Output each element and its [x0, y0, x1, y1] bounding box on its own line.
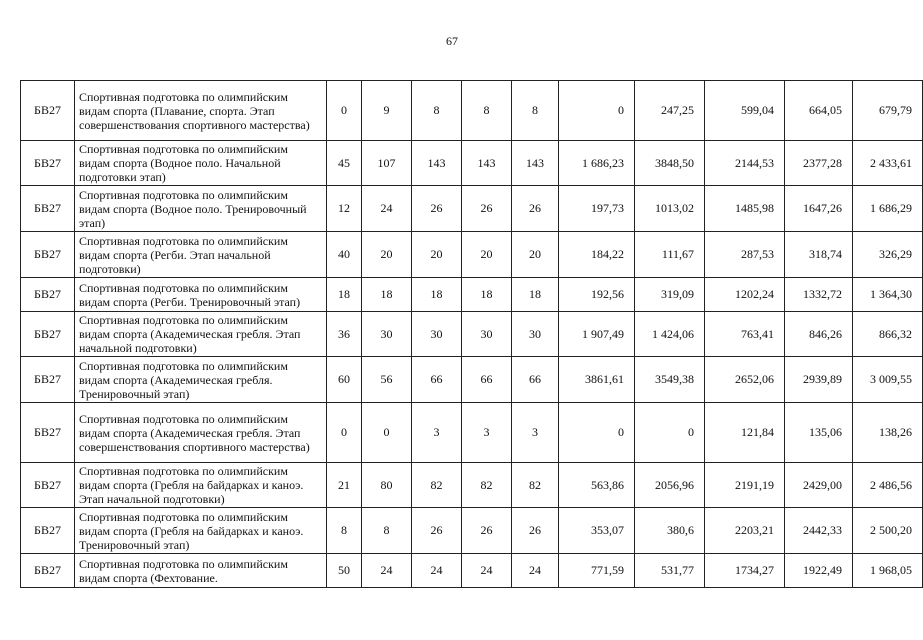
amount-cell-2: 0 [635, 403, 705, 463]
amount-cell-5: 679,79 [853, 81, 923, 141]
row-code-cell: БВ27 [21, 232, 75, 278]
amount-cell-5: 2 433,61 [853, 141, 923, 186]
table-row [21, 403, 923, 463]
page-number: 67 [446, 34, 458, 48]
value-cell-1: 50 [327, 554, 362, 588]
value-cell-3: 8 [412, 81, 462, 141]
row-code-cell: БВ27 [21, 278, 75, 312]
value-cell-4: 82 [462, 463, 512, 508]
table-row [21, 312, 923, 357]
value-cell-1: 18 [327, 278, 362, 312]
amount-cell-1: 3861,61 [559, 357, 635, 403]
amount-cell-5: 1 968,05 [853, 554, 923, 588]
amount-cell-1: 771,59 [559, 554, 635, 588]
amount-cell-5: 2 486,56 [853, 463, 923, 508]
amount-cell-5: 1 686,29 [853, 186, 923, 232]
amount-cell-2: 3848,50 [635, 141, 705, 186]
value-cell-5: 143 [512, 141, 559, 186]
value-cell-1: 8 [327, 508, 362, 554]
activity-name-cell: Спортивная подготовка по олимпийским видам спорта (Гребля на байдарках и каноэ. Тренировочный этап) [75, 508, 327, 554]
table-row [21, 232, 923, 278]
activity-name-cell: Спортивная подготовка по олимпийским видам спорта (Водное поло. Тренировочный этап) [75, 186, 327, 232]
value-cell-5: 30 [512, 312, 559, 357]
value-cell-5: 20 [512, 232, 559, 278]
value-cell-5: 26 [512, 508, 559, 554]
amount-cell-2: 1 424,06 [635, 312, 705, 357]
row-code-cell: БВ27 [21, 554, 75, 588]
table-row [21, 508, 923, 554]
amount-cell-3: 2191,19 [705, 463, 785, 508]
value-cell-2: 107 [362, 141, 412, 186]
amount-cell-5: 1 364,30 [853, 278, 923, 312]
amount-cell-2: 247,25 [635, 81, 705, 141]
value-cell-1: 12 [327, 186, 362, 232]
value-cell-5: 8 [512, 81, 559, 141]
amount-cell-3: 2652,06 [705, 357, 785, 403]
amount-cell-4: 1922,49 [785, 554, 853, 588]
activity-name-cell: Спортивная подготовка по олимпийским видам спорта (Академическая гребля. Этап совершенствования спортивного мастерства) [75, 403, 327, 463]
amount-cell-2: 3549,38 [635, 357, 705, 403]
amount-cell-3: 121,84 [705, 403, 785, 463]
activity-name-cell: Спортивная подготовка по олимпийским видам спорта (Водное поло. Начальной подготовки этап) [75, 141, 327, 186]
activity-name-cell: Спортивная подготовка по олимпийским видам спорта (Академическая гребля. Этап начальной подготовки) [75, 312, 327, 357]
table-body [21, 81, 923, 588]
value-cell-3: 20 [412, 232, 462, 278]
value-cell-1: 21 [327, 463, 362, 508]
table-row [21, 278, 923, 312]
value-cell-3: 26 [412, 508, 462, 554]
row-code-cell: БВ27 [21, 81, 75, 141]
value-cell-1: 0 [327, 81, 362, 141]
value-cell-4: 143 [462, 141, 512, 186]
value-cell-2: 8 [362, 508, 412, 554]
amount-cell-5: 866,32 [853, 312, 923, 357]
value-cell-2: 9 [362, 81, 412, 141]
value-cell-3: 3 [412, 403, 462, 463]
table-row [21, 186, 923, 232]
amount-cell-3: 287,53 [705, 232, 785, 278]
row-code-cell: БВ27 [21, 357, 75, 403]
value-cell-3: 30 [412, 312, 462, 357]
value-cell-4: 8 [462, 81, 512, 141]
value-cell-5: 3 [512, 403, 559, 463]
activity-name-cell: Спортивная подготовка по олимпийским видам спорта (Регби. Тренировочный этап) [75, 278, 327, 312]
value-cell-5: 82 [512, 463, 559, 508]
row-code-cell: БВ27 [21, 186, 75, 232]
activity-name-cell: Спортивная подготовка по олимпийским видам спорта (Академическая гребля. Тренировочный этап) [75, 357, 327, 403]
value-cell-2: 20 [362, 232, 412, 278]
value-cell-2: 30 [362, 312, 412, 357]
amount-cell-3: 2144,53 [705, 141, 785, 186]
row-code-cell: БВ27 [21, 508, 75, 554]
value-cell-3: 82 [412, 463, 462, 508]
value-cell-1: 40 [327, 232, 362, 278]
row-code-cell: БВ27 [21, 463, 75, 508]
value-cell-5: 24 [512, 554, 559, 588]
amount-cell-4: 135,06 [785, 403, 853, 463]
amount-cell-4: 2377,28 [785, 141, 853, 186]
amount-cell-5: 3 009,55 [853, 357, 923, 403]
activity-name-cell: Спортивная подготовка по олимпийским видам спорта (Регби. Этап начальной подготовки) [75, 232, 327, 278]
amount-cell-1: 192,56 [559, 278, 635, 312]
value-cell-2: 24 [362, 554, 412, 588]
amount-cell-1: 0 [559, 403, 635, 463]
amount-cell-4: 2442,33 [785, 508, 853, 554]
value-cell-3: 24 [412, 554, 462, 588]
value-cell-5: 18 [512, 278, 559, 312]
value-cell-4: 66 [462, 357, 512, 403]
table-row [21, 463, 923, 508]
value-cell-1: 0 [327, 403, 362, 463]
value-cell-3: 26 [412, 186, 462, 232]
amount-cell-3: 2203,21 [705, 508, 785, 554]
activity-name-cell: Спортивная подготовка по олимпийским видам спорта (Плавание, спорта. Этап совершенствования спортивного мастерства) [75, 81, 327, 141]
row-code-cell: БВ27 [21, 312, 75, 357]
amount-cell-3: 763,41 [705, 312, 785, 357]
amount-cell-4: 664,05 [785, 81, 853, 141]
value-cell-3: 143 [412, 141, 462, 186]
value-cell-4: 24 [462, 554, 512, 588]
amount-cell-5: 138,26 [853, 403, 923, 463]
amount-cell-4: 1647,26 [785, 186, 853, 232]
row-code-cell: БВ27 [21, 403, 75, 463]
amount-cell-2: 531,77 [635, 554, 705, 588]
amount-cell-4: 2429,00 [785, 463, 853, 508]
amount-cell-2: 1013,02 [635, 186, 705, 232]
value-cell-4: 20 [462, 232, 512, 278]
value-cell-1: 36 [327, 312, 362, 357]
amount-cell-5: 2 500,20 [853, 508, 923, 554]
amount-cell-1: 0 [559, 81, 635, 141]
value-cell-5: 66 [512, 357, 559, 403]
value-cell-5: 26 [512, 186, 559, 232]
activity-name-cell: Спортивная подготовка по олимпийским видам спорта (Гребля на байдарках и каноэ. Этап начальной подготовки) [75, 463, 327, 508]
table-row [21, 357, 923, 403]
value-cell-3: 18 [412, 278, 462, 312]
amount-cell-4: 318,74 [785, 232, 853, 278]
activity-name-cell: Спортивная подготовка по олимпийским видам спорта (Фехтование. [75, 554, 327, 588]
amount-cell-2: 380,6 [635, 508, 705, 554]
amount-cell-1: 1 686,23 [559, 141, 635, 186]
amount-cell-3: 599,04 [705, 81, 785, 141]
table-row [21, 141, 923, 186]
value-cell-4: 26 [462, 186, 512, 232]
value-cell-2: 80 [362, 463, 412, 508]
amount-cell-1: 1 907,49 [559, 312, 635, 357]
amount-cell-3: 1734,27 [705, 554, 785, 588]
value-cell-4: 30 [462, 312, 512, 357]
value-cell-2: 0 [362, 403, 412, 463]
amount-cell-2: 319,09 [635, 278, 705, 312]
amount-cell-1: 197,73 [559, 186, 635, 232]
amount-cell-3: 1202,24 [705, 278, 785, 312]
value-cell-1: 45 [327, 141, 362, 186]
value-cell-1: 60 [327, 357, 362, 403]
amount-cell-2: 2056,96 [635, 463, 705, 508]
amount-cell-5: 326,29 [853, 232, 923, 278]
amount-cell-2: 111,67 [635, 232, 705, 278]
amount-cell-4: 1332,72 [785, 278, 853, 312]
amount-cell-1: 353,07 [559, 508, 635, 554]
amount-cell-1: 184,22 [559, 232, 635, 278]
value-cell-4: 18 [462, 278, 512, 312]
amount-cell-4: 846,26 [785, 312, 853, 357]
value-cell-2: 56 [362, 357, 412, 403]
budget-table [20, 80, 923, 588]
value-cell-2: 24 [362, 186, 412, 232]
amount-cell-3: 1485,98 [705, 186, 785, 232]
amount-cell-1: 563,86 [559, 463, 635, 508]
value-cell-4: 3 [462, 403, 512, 463]
row-code-cell: БВ27 [21, 141, 75, 186]
value-cell-4: 26 [462, 508, 512, 554]
amount-cell-4: 2939,89 [785, 357, 853, 403]
table-row [21, 81, 923, 141]
table-row [21, 554, 923, 588]
value-cell-2: 18 [362, 278, 412, 312]
value-cell-3: 66 [412, 357, 462, 403]
